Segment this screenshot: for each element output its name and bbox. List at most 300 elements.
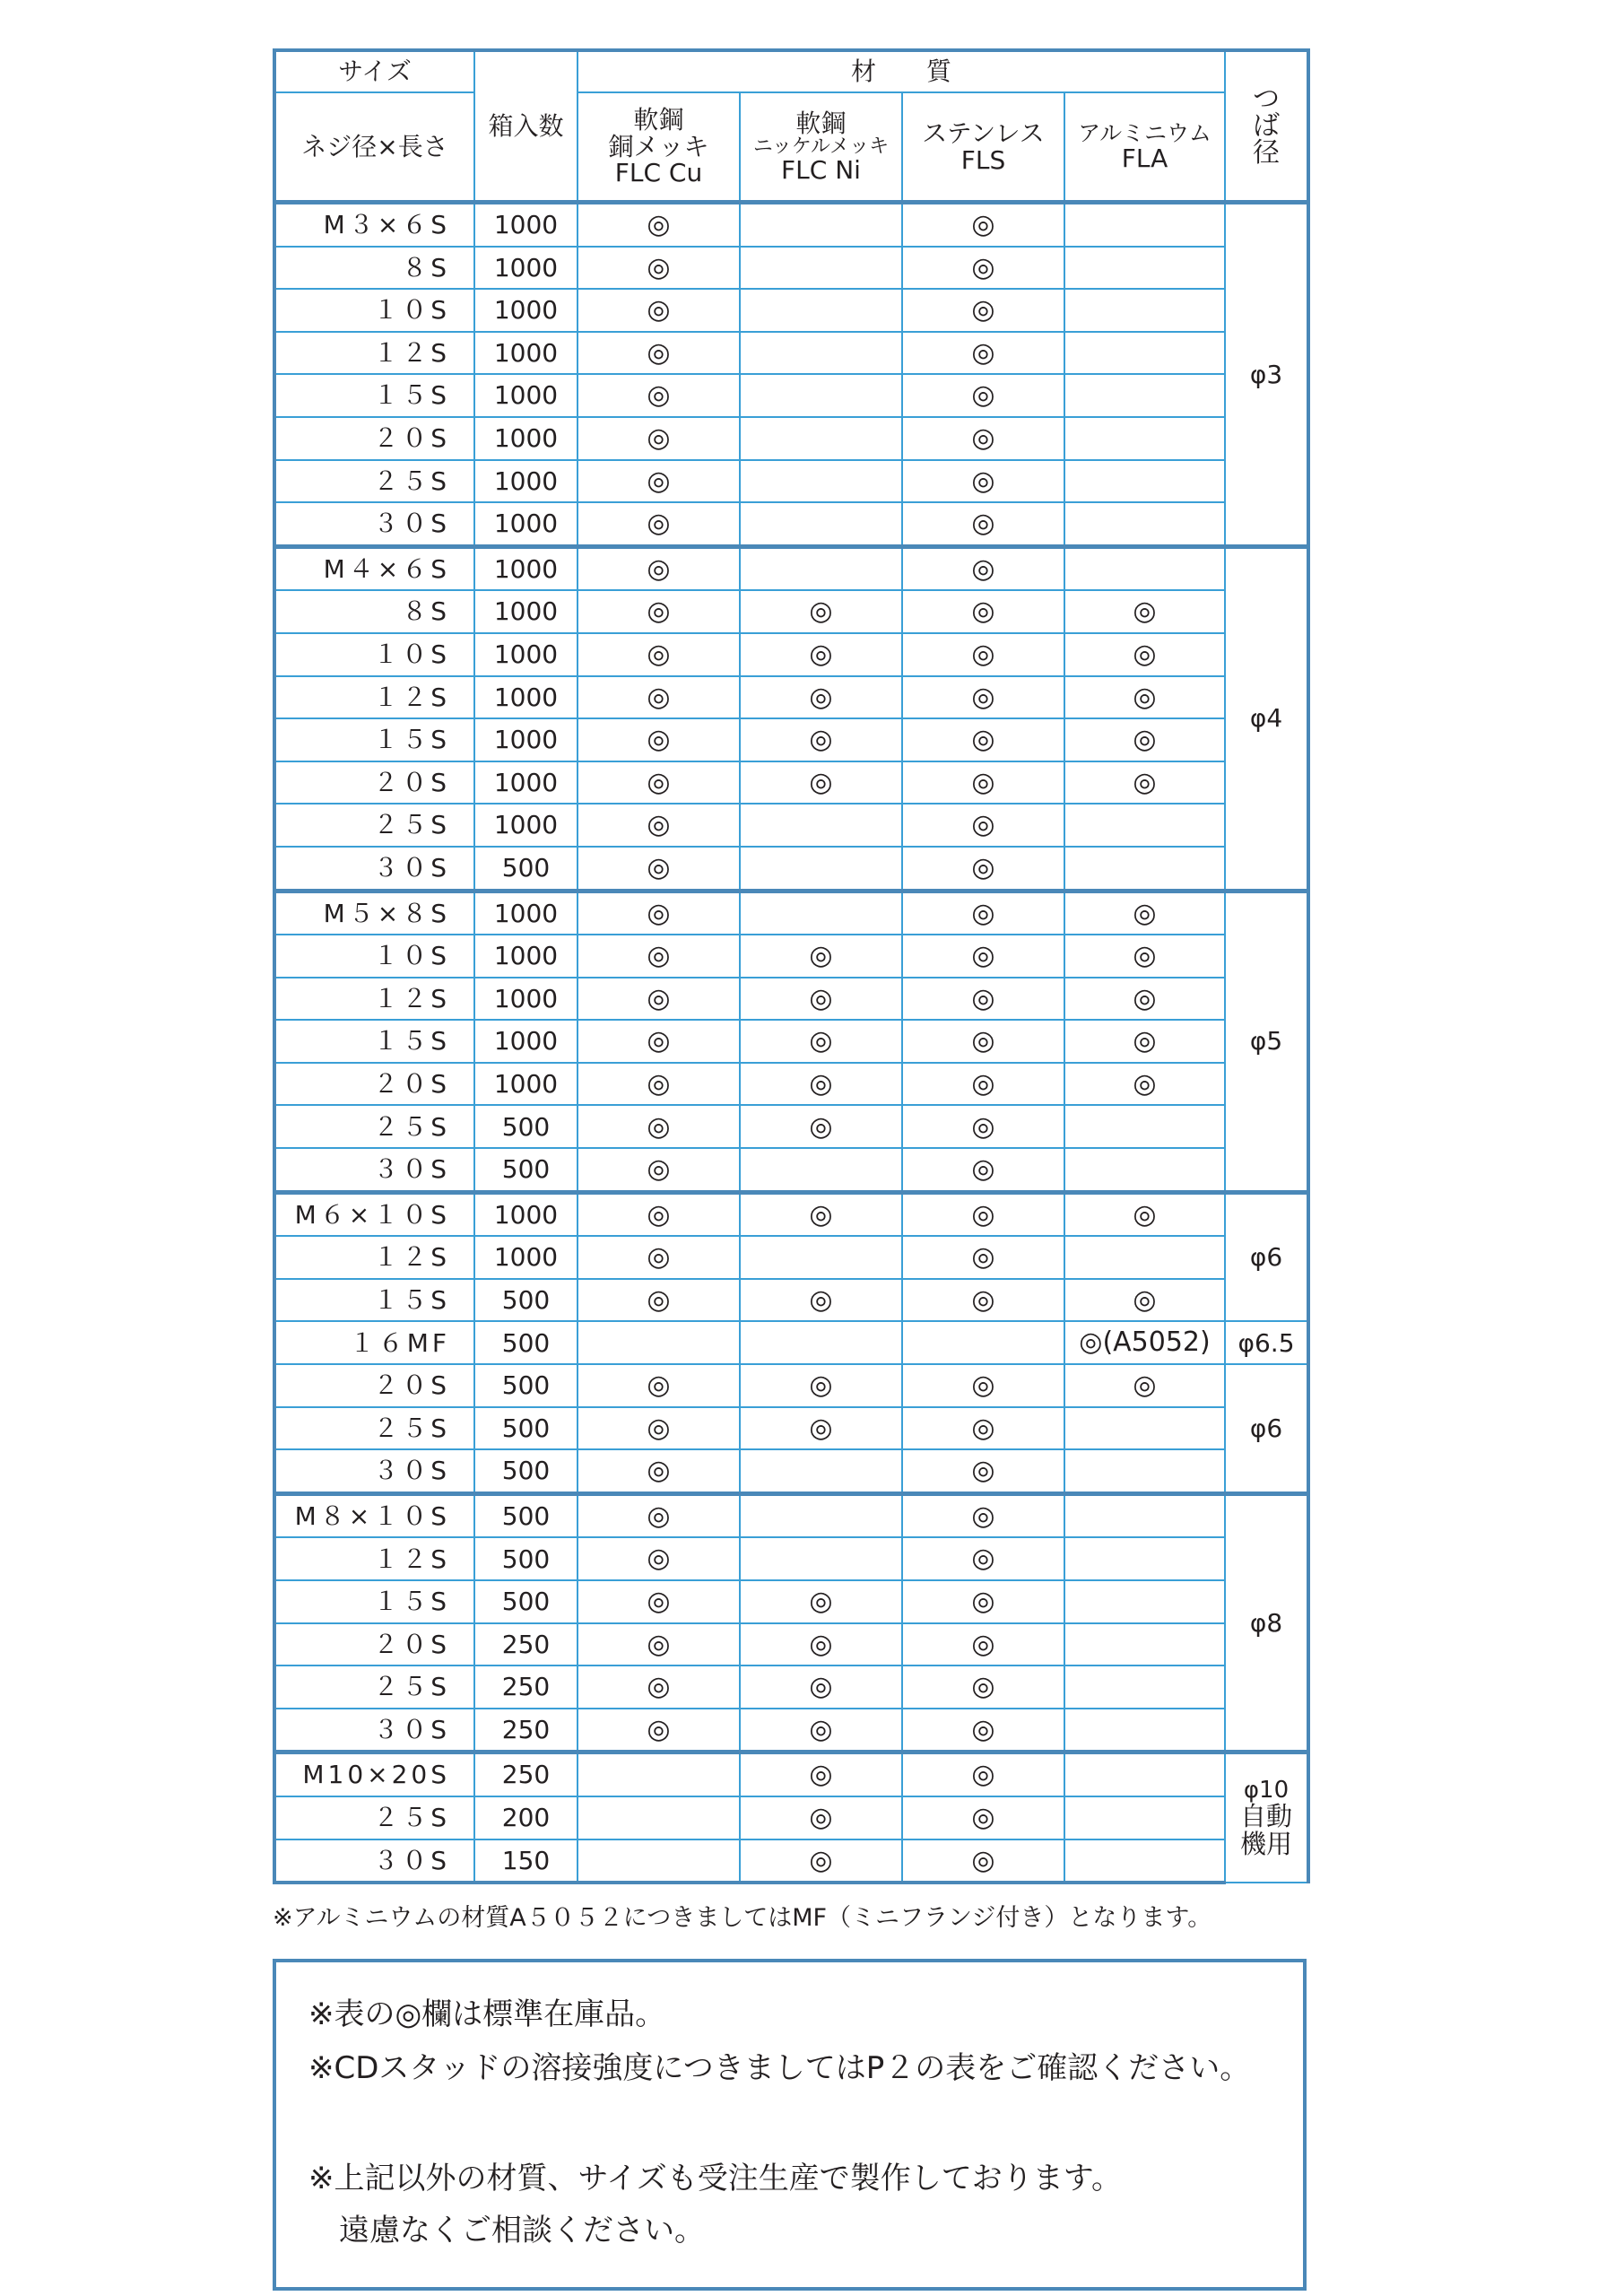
material-fla-cell <box>1064 1105 1225 1148</box>
material-fla-cell: ◎ <box>1064 1279 1225 1322</box>
material-fls-cell: ◎ <box>902 1364 1064 1407</box>
size-cell: １０S <box>274 633 474 676</box>
header-col-fla <box>1064 92 1225 203</box>
box-qty-cell: 200 <box>474 1796 578 1839</box>
material-fls-cell: ◎ <box>902 718 1064 761</box>
material-fls-cell: ◎ <box>902 1493 1064 1537</box>
material-cu-cell: ◎ <box>578 1279 740 1322</box>
material-fla-cell <box>1064 1623 1225 1666</box>
material-cu-cell: ◎ <box>578 1623 740 1666</box>
material-ni-cell: ◎ <box>740 978 902 1021</box>
material-ni-cell: ◎ <box>740 1020 902 1063</box>
size-cell: M６×１０S <box>274 1192 474 1236</box>
box-qty-cell: 1000 <box>474 1236 578 1279</box>
material-ni-cell: ◎ <box>740 633 902 676</box>
material-fls-cell: ◎ <box>902 502 1064 546</box>
material-fla-cell: ◎ <box>1064 633 1225 676</box>
material-ni-cell <box>740 247 902 290</box>
material-ni-cell: ◎ <box>740 718 902 761</box>
material-fls-cell: ◎ <box>902 546 1064 590</box>
box-qty-cell: 1000 <box>474 676 578 719</box>
material-ni-cell: ◎ <box>740 1407 902 1450</box>
box-qty-cell: 500 <box>474 1407 578 1450</box>
size-cell: １２S <box>274 332 474 375</box>
material-fla-cell <box>1064 1580 1225 1623</box>
table-row <box>274 1364 1308 1407</box>
material-ni-cell: ◎ <box>740 761 902 804</box>
material-ni-cell: ◎ <box>740 1665 902 1709</box>
box-qty-cell: 1000 <box>474 460 578 503</box>
material-fla-cell <box>1064 1148 1225 1192</box>
size-cell: ３０S <box>274 502 474 546</box>
material-fla-cell: ◎ <box>1064 1192 1225 1236</box>
size-cell: ２５S <box>274 804 474 847</box>
size-cell: M10×20S <box>274 1752 474 1796</box>
material-cu-cell: ◎ <box>578 1192 740 1236</box>
note-stock: ※表の◎欄は標準在庫品。 <box>308 1996 666 2032</box>
material-fls-cell: ◎ <box>902 332 1064 375</box>
box-qty-cell: 1000 <box>474 203 578 247</box>
material-fls-cell <box>902 1321 1064 1364</box>
material-ni-cell: ◎ <box>740 1279 902 1322</box>
table-row <box>274 289 1308 332</box>
box-qty-cell: 1000 <box>474 417 578 460</box>
material-fls-cell: ◎ <box>902 590 1064 633</box>
size-cell: ３０S <box>274 1709 474 1752</box>
material-cu-cell: ◎ <box>578 502 740 546</box>
material-fls-cell: ◎ <box>902 891 1064 935</box>
material-fls-cell: ◎ <box>902 1105 1064 1148</box>
size-cell: ２５S <box>274 1105 474 1148</box>
material-fla-cell: ◎ <box>1064 1020 1225 1063</box>
material-cu-cell: ◎ <box>578 804 740 847</box>
size-cell: １６MF <box>274 1321 474 1364</box>
size-cell: １０S <box>274 935 474 978</box>
table-row <box>274 935 1308 978</box>
material-ni-cell: ◎ <box>740 1580 902 1623</box>
table-row <box>274 502 1308 546</box>
size-cell: ２５S <box>274 1665 474 1709</box>
material-cu-cell: ◎ <box>578 417 740 460</box>
box-qty-cell: 250 <box>474 1623 578 1666</box>
material-fls-cell: ◎ <box>902 1236 1064 1279</box>
table-row <box>274 1407 1308 1450</box>
material-ni-cell: ◎ <box>740 590 902 633</box>
material-ni-cell <box>740 1321 902 1364</box>
header-ni-line1: 軟鋼 <box>795 108 847 138</box>
material-ni-cell: ◎ <box>740 935 902 978</box>
table-row <box>274 1493 1308 1537</box>
material-cu-cell: ◎ <box>578 460 740 503</box>
box-qty-cell: 1000 <box>474 633 578 676</box>
table-row <box>274 1665 1308 1709</box>
box-qty-cell: 1000 <box>474 804 578 847</box>
header-material: 材 質 <box>578 50 1225 92</box>
header-size: サイズ <box>274 50 474 92</box>
size-cell: ２０S <box>274 417 474 460</box>
box-qty-cell: 500 <box>474 1105 578 1148</box>
material-fls-cell: ◎ <box>902 676 1064 719</box>
material-cu-cell: ◎ <box>578 203 740 247</box>
box-qty-cell: 250 <box>474 1752 578 1796</box>
material-fls-cell: ◎ <box>902 1148 1064 1192</box>
size-cell: １５S <box>274 1020 474 1063</box>
box-qty-cell: 500 <box>474 1321 578 1364</box>
header-qty: 箱入数 <box>474 50 578 203</box>
table-row <box>274 1192 1308 1236</box>
material-fls-cell: ◎ <box>902 978 1064 1021</box>
size-cell: ２５S <box>274 1407 474 1450</box>
size-cell: １２S <box>274 1537 474 1580</box>
material-ni-cell: ◎ <box>740 1364 902 1407</box>
header-ni-line3: FLC Ni <box>781 155 861 186</box>
table-row <box>274 1148 1308 1192</box>
material-ni-cell <box>740 1236 902 1279</box>
table-row <box>274 1020 1308 1063</box>
material-ni-cell <box>740 502 902 546</box>
size-cell: ２０S <box>274 1364 474 1407</box>
material-ni-cell: ◎ <box>740 1623 902 1666</box>
box-qty-cell: 1000 <box>474 332 578 375</box>
material-fls-cell: ◎ <box>902 374 1064 417</box>
flange-note: 自動 <box>1240 1801 1293 1832</box>
box-qty-cell: 1000 <box>474 374 578 417</box>
box-qty-cell: 500 <box>474 1364 578 1407</box>
material-cu-cell: ◎ <box>578 1105 740 1148</box>
material-cu-cell: ◎ <box>578 332 740 375</box>
notes-box <box>273 1959 1307 2291</box>
material-cu-cell: ◎ <box>578 1449 740 1493</box>
table-row <box>274 546 1308 590</box>
material-fls-cell: ◎ <box>902 247 1064 290</box>
footnote: ※アルミニウムの材質A５０５２につきましてはMF（ミニフランジ付き）となります。 <box>273 1904 1212 1932</box>
material-cu-cell: ◎ <box>578 761 740 804</box>
material-fla-cell: ◎ <box>1064 935 1225 978</box>
table-row <box>274 1063 1308 1106</box>
material-ni-cell: ◎ <box>740 1105 902 1148</box>
material-fla-cell <box>1064 1537 1225 1580</box>
material-fla-cell: ◎ <box>1064 891 1225 935</box>
size-cell: ２０S <box>274 761 474 804</box>
table-row <box>274 247 1308 290</box>
material-fla-cell: ◎ <box>1064 590 1225 633</box>
material-cu-cell: ◎ <box>578 978 740 1021</box>
material-cu-cell <box>578 1796 740 1839</box>
material-cu-cell: ◎ <box>578 1493 740 1537</box>
size-cell: ２５S <box>274 460 474 503</box>
box-qty-cell: 500 <box>474 847 578 891</box>
header-fla-line1: アルミニウム <box>1078 119 1211 146</box>
material-ni-cell <box>740 289 902 332</box>
size-cell: M４×６S <box>274 546 474 590</box>
header-col-fls <box>902 92 1064 203</box>
material-ni-cell <box>740 804 902 847</box>
material-fla-cell <box>1064 374 1225 417</box>
material-fla-cell <box>1064 1236 1225 1279</box>
material-cu-cell: ◎ <box>578 935 740 978</box>
table-row <box>274 1623 1308 1666</box>
box-qty-cell: 1000 <box>474 1063 578 1106</box>
material-fls-cell: ◎ <box>902 1796 1064 1839</box>
note-consult: 遠慮なくご相談ください。 <box>308 2213 705 2248</box>
table-row <box>274 676 1308 719</box>
box-qty-cell: 500 <box>474 1580 578 1623</box>
material-fls-cell: ◎ <box>902 417 1064 460</box>
header-size-sub: ネジ径×長さ <box>274 92 474 203</box>
material-fls-cell: ◎ <box>902 1752 1064 1796</box>
material-fla-cell: ◎ <box>1064 676 1225 719</box>
material-ni-cell: ◎ <box>740 1192 902 1236</box>
material-ni-cell <box>740 1449 902 1493</box>
table-row <box>274 1449 1308 1493</box>
box-qty-cell: 1000 <box>474 978 578 1021</box>
size-cell: ８S <box>274 247 474 290</box>
material-fls-cell: ◎ <box>902 1580 1064 1623</box>
size-cell: M５×８S <box>274 891 474 935</box>
table-row <box>274 1752 1308 1796</box>
material-cu-cell <box>578 1752 740 1796</box>
material-ni-cell: ◎ <box>740 1796 902 1839</box>
table-row <box>274 891 1308 935</box>
size-cell: ８S <box>274 590 474 633</box>
table-row <box>274 1709 1308 1752</box>
size-cell: ２０S <box>274 1623 474 1666</box>
material-ni-cell: ◎ <box>740 1709 902 1752</box>
size-cell: １０S <box>274 289 474 332</box>
material-fla-cell <box>1064 1449 1225 1493</box>
size-cell: M８×１０S <box>274 1493 474 1537</box>
size-cell: M３×６S <box>274 203 474 247</box>
material-cu-cell: ◎ <box>578 891 740 935</box>
box-qty-cell: 250 <box>474 1709 578 1752</box>
table-row <box>274 1839 1308 1883</box>
flange-cell: φ5 <box>1225 891 1308 1192</box>
box-qty-cell: 250 <box>474 1665 578 1709</box>
material-cu-cell: ◎ <box>578 1537 740 1580</box>
flange-cell: φ6 <box>1225 1192 1308 1321</box>
table-row <box>274 1236 1308 1279</box>
material-fla-cell <box>1064 847 1225 891</box>
table-row <box>274 978 1308 1021</box>
table-row <box>274 1580 1308 1623</box>
table-row <box>274 460 1308 503</box>
table-row <box>274 633 1308 676</box>
header-col-cu <box>578 92 740 203</box>
note-welding-strength: ※CDスタッドの溶接強度につきましてはP２の表をご確認ください。 <box>308 2050 1251 2086</box>
table-row <box>274 1321 1308 1364</box>
material-fla-cell <box>1064 804 1225 847</box>
material-ni-cell: ◎ <box>740 1839 902 1883</box>
material-fla-cell: ◎(A5052) <box>1064 1321 1225 1364</box>
material-fls-cell: ◎ <box>902 1192 1064 1236</box>
material-fls-cell: ◎ <box>902 1839 1064 1883</box>
material-cu-cell: ◎ <box>578 374 740 417</box>
header-flange <box>1225 50 1308 203</box>
table-row <box>274 203 1308 247</box>
material-cu-cell: ◎ <box>578 1665 740 1709</box>
size-cell: １２S <box>274 1236 474 1279</box>
box-qty-cell: 1000 <box>474 718 578 761</box>
table-row <box>274 332 1308 375</box>
box-qty-cell: 1000 <box>474 1192 578 1236</box>
material-fls-cell: ◎ <box>902 1665 1064 1709</box>
material-fls-cell: ◎ <box>902 633 1064 676</box>
table-row <box>274 1279 1308 1322</box>
material-fls-cell: ◎ <box>902 1279 1064 1322</box>
material-fla-cell <box>1064 417 1225 460</box>
material-fla-cell <box>1064 460 1225 503</box>
table-row <box>274 1796 1308 1839</box>
box-qty-cell: 1000 <box>474 247 578 290</box>
table-row <box>274 417 1308 460</box>
box-qty-cell: 150 <box>474 1839 578 1883</box>
material-fla-cell: ◎ <box>1064 718 1225 761</box>
box-qty-cell: 500 <box>474 1493 578 1537</box>
box-qty-cell: 1000 <box>474 935 578 978</box>
material-fla-cell <box>1064 203 1225 247</box>
size-cell: ３０S <box>274 1839 474 1883</box>
flange-cell: φ6.5 <box>1225 1321 1308 1364</box>
material-cu-cell: ◎ <box>578 289 740 332</box>
material-fls-cell: ◎ <box>902 1623 1064 1666</box>
material-ni-cell <box>740 1148 902 1192</box>
flange-note: 機用 <box>1240 1828 1293 1859</box>
header-ni-line2: ニッケルメッキ <box>752 135 890 158</box>
material-cu-cell: ◎ <box>578 1364 740 1407</box>
header-flange-text <box>1253 83 1281 169</box>
material-ni-cell <box>740 546 902 590</box>
material-fla-cell <box>1064 289 1225 332</box>
material-ni-cell <box>740 1493 902 1537</box>
material-ni-cell: ◎ <box>740 676 902 719</box>
size-cell: １５S <box>274 374 474 417</box>
material-cu-cell: ◎ <box>578 1020 740 1063</box>
material-fls-cell: ◎ <box>902 1709 1064 1752</box>
material-fls-cell: ◎ <box>902 761 1064 804</box>
flange-cell <box>1225 1752 1308 1883</box>
material-ni-cell <box>740 891 902 935</box>
material-fla-cell <box>1064 1665 1225 1709</box>
material-fla-cell <box>1064 1493 1225 1537</box>
table-row <box>274 374 1308 417</box>
material-cu-cell: ◎ <box>578 676 740 719</box>
table-row <box>274 1537 1308 1580</box>
material-ni-cell <box>740 417 902 460</box>
material-ni-cell <box>740 460 902 503</box>
table-row <box>274 1105 1308 1148</box>
material-cu-cell <box>578 1321 740 1364</box>
header-fla-line2: FLA <box>1121 143 1168 173</box>
material-fls-cell: ◎ <box>902 1063 1064 1106</box>
material-fla-cell <box>1064 502 1225 546</box>
box-qty-cell: 500 <box>474 1279 578 1322</box>
material-fls-cell: ◎ <box>902 1449 1064 1493</box>
material-fls-cell: ◎ <box>902 847 1064 891</box>
size-cell: １２S <box>274 978 474 1021</box>
header-flange-char: つ <box>1253 83 1281 115</box>
material-cu-cell: ◎ <box>578 633 740 676</box>
size-cell: １５S <box>274 1279 474 1322</box>
box-qty-cell: 1000 <box>474 590 578 633</box>
size-cell: １２S <box>274 676 474 719</box>
box-qty-cell: 1000 <box>474 891 578 935</box>
material-cu-cell: ◎ <box>578 1236 740 1279</box>
material-fls-cell: ◎ <box>902 804 1064 847</box>
flange-cell: φ4 <box>1225 546 1308 891</box>
size-cell: ２０S <box>274 1063 474 1106</box>
material-fls-cell: ◎ <box>902 203 1064 247</box>
material-fls-cell: ◎ <box>902 289 1064 332</box>
material-ni-cell <box>740 374 902 417</box>
header-cu-line3: FLC Cu <box>614 158 703 188</box>
flange-cell: φ3 <box>1225 203 1308 547</box>
size-cell: ３０S <box>274 1148 474 1192</box>
material-fla-cell <box>1064 1796 1225 1839</box>
flange-cell: φ8 <box>1225 1493 1308 1752</box>
material-cu-cell <box>578 1839 740 1883</box>
material-fls-cell: ◎ <box>902 1020 1064 1063</box>
box-qty-cell: 1000 <box>474 546 578 590</box>
material-fls-cell: ◎ <box>902 460 1064 503</box>
material-fla-cell <box>1064 546 1225 590</box>
material-ni-cell: ◎ <box>740 1752 902 1796</box>
material-fla-cell: ◎ <box>1064 1063 1225 1106</box>
header-cu-line1: 軟鋼 <box>633 105 684 135</box>
note-custom-order: ※上記以外の材質、サイズも受注生産で製作しております。 <box>308 2161 1123 2196</box>
material-fla-cell <box>1064 1407 1225 1450</box>
material-fla-cell <box>1064 1839 1225 1883</box>
box-qty-cell: 1000 <box>474 502 578 546</box>
material-fla-cell: ◎ <box>1064 978 1225 1021</box>
material-fla-cell <box>1064 247 1225 290</box>
material-ni-cell <box>740 1537 902 1580</box>
size-cell: ３０S <box>274 847 474 891</box>
material-fla-cell <box>1064 1709 1225 1752</box>
table-row <box>274 804 1308 847</box>
size-cell: ２５S <box>274 1796 474 1839</box>
material-cu-cell: ◎ <box>578 1148 740 1192</box>
material-cu-cell: ◎ <box>578 590 740 633</box>
material-cu-cell: ◎ <box>578 546 740 590</box>
stud-spec-table <box>273 48 1310 1884</box>
header-cu-line2: 銅メッキ <box>608 131 709 161</box>
material-cu-cell: ◎ <box>578 1709 740 1752</box>
box-qty-cell: 500 <box>474 1148 578 1192</box>
material-fls-cell: ◎ <box>902 1537 1064 1580</box>
header-fls-line2: FLS <box>960 144 1006 175</box>
header-flange-char: 径 <box>1253 136 1281 169</box>
header-flange-char: ば <box>1253 109 1281 142</box>
material-fls-cell: ◎ <box>902 1407 1064 1450</box>
header-fls-line1: ステンレス <box>922 118 1045 149</box>
material-ni-cell <box>740 332 902 375</box>
material-ni-cell: ◎ <box>740 1063 902 1106</box>
box-qty-cell: 500 <box>474 1537 578 1580</box>
material-ni-cell <box>740 847 902 891</box>
box-qty-cell: 1000 <box>474 761 578 804</box>
material-fla-cell <box>1064 332 1225 375</box>
material-cu-cell: ◎ <box>578 1407 740 1450</box>
material-fla-cell <box>1064 1752 1225 1796</box>
table-row <box>274 718 1308 761</box>
material-cu-cell: ◎ <box>578 1063 740 1106</box>
header-col-ni <box>740 92 902 203</box>
box-qty-cell: 1000 <box>474 289 578 332</box>
material-cu-cell: ◎ <box>578 718 740 761</box>
table-row <box>274 590 1308 633</box>
box-qty-cell: 1000 <box>474 1020 578 1063</box>
box-qty-cell: 500 <box>474 1449 578 1493</box>
